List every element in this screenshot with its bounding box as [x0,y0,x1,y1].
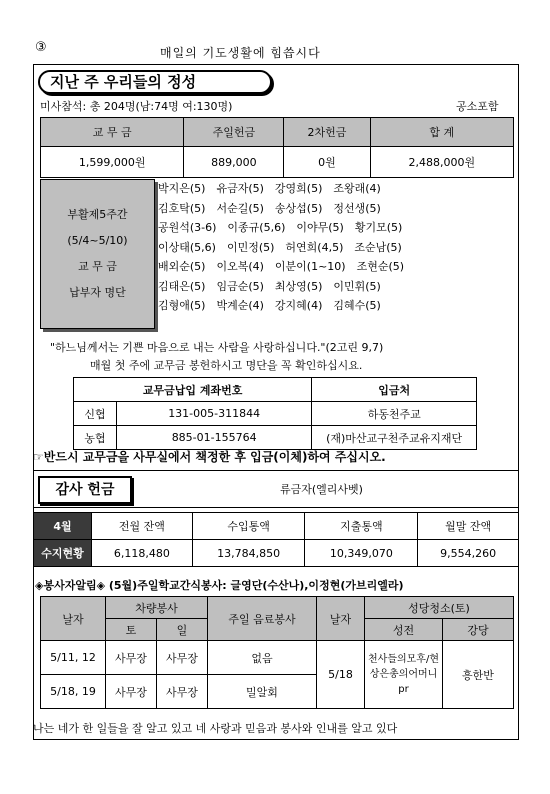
vol-clean-hall: 흥한반 [443,641,514,709]
offer-value: 0원 [284,147,370,178]
donor-side-line: 부활제5주간 [67,208,128,221]
offer-header: 합 계 [370,118,513,147]
offering-table [40,117,514,178]
vol-header-hall: 강당 [443,619,514,641]
donor-side-line: (5/4~5/10) [67,234,128,247]
donor-row: 배외순(5) 이오복(4) 이분이(1~10) 조현순(5) [158,260,405,273]
vol-drink: 밀알회 [208,675,317,709]
vol-header-drink: 주일 음료봉사 [208,597,317,641]
vol-date: 5/11, 12 [41,641,106,675]
vol-clean-date: 5/18 [317,641,365,709]
finance-header: 수입통액 [192,513,305,540]
account-bank: 농협 [74,426,117,450]
offer-header: 2차헌금 [284,118,370,147]
account-holder: (재)마산교구천주교유지재단 [312,426,477,450]
account-header: 입금처 [312,378,477,402]
vol-sun: 사무장 [157,641,208,675]
header-motto: 매일의 기도생활에 힘씁시다 [160,46,321,60]
scripture-quote: "하느님께서는 기쁜 마음으로 내는 사람을 사랑하십니다."(2고린 9,7) [50,341,384,354]
finance-table [33,512,519,567]
vol-header-date2: 날자 [317,597,365,641]
offering-reminder: 매월 첫 주에 교무금 봉헌하시고 명단을 꼭 확인하십시요. [90,359,363,372]
thanks-label: 감사 헌금 [38,476,132,504]
offer-value: 1,599,000원 [41,147,184,178]
donor-row: 김호탁(5) 서순길(5) 송상섭(5) 정선생(5) [158,201,381,215]
vol-header-clean: 성당청소(토) [365,597,514,619]
donor-row: 김태은(5) 임금순(5) 최상영(5) 이민휘(5) [158,279,381,293]
vol-header-sun: 일 [157,619,208,641]
volunteer-table [40,596,514,709]
finance-header: 지출통액 [305,513,418,540]
vol-drink: 없음 [208,641,317,675]
vol-header-sat: 토 [106,619,157,641]
offering-section-title: 지난 주 우리들의 정성 [38,70,272,94]
offer-value: 889,000 [184,147,284,178]
vol-sat: 사무장 [106,641,157,675]
finance-side-month: 4월 [34,513,92,540]
donor-row: 김형애(5) 박계순(4) 강지혜(4) 김혜수(5) [158,299,381,312]
offer-value: 2,488,000원 [370,147,513,178]
page-number: ③ [35,40,47,55]
attendance-note: 공소포함 [456,100,499,113]
vol-header-car: 차량봉사 [106,597,208,619]
donor-row: 박지은(5) 유금자(5) 강영희(5) 조왕래(4) [158,182,381,195]
vol-date: 5/18, 19 [41,675,106,709]
account-header: 교무금납입 계좌번호 [74,378,312,402]
vol-clean-sanctuary: 천사들의모후/현상은총의어머니pr [365,641,443,709]
finance-value: 6,118,480 [92,540,193,567]
account-holder: 하동천주교 [312,402,477,426]
donor-side-line: 납부자 명단 [69,286,126,299]
vol-header-sanctuary: 성전 [365,619,443,641]
finance-header: 월말 잔액 [418,513,519,540]
account-table [73,377,477,450]
donor-list [158,179,404,316]
account-number: 885-01-155764 [117,426,312,450]
offer-header: 교 무 금 [41,118,184,147]
donor-row: 공원석(3-6) 이종규(5,6) 이야무(5) 황기모(5) [158,221,403,234]
attendance-text: 미사참석: 총 204명(남:74명 여:130명) [40,100,233,113]
offer-header: 주일헌금 [184,118,284,147]
donor-side-line: 교 무 금 [78,260,117,273]
footer-verse: 나는 네가 한 일들을 잘 알고 있고 네 사랑과 믿음과 봉사와 인내를 알고 있다 [33,722,398,735]
finance-value: 9,554,260 [418,540,519,567]
finance-value: 13,784,850 [192,540,305,567]
finance-side-label: 수지현황 [34,540,92,567]
finance-header: 전월 잔액 [92,513,193,540]
payment-notice: ☞반드시 교무금을 사무실에서 책정한 후 입금(이체)하여 주십시오. [33,450,386,464]
vol-sat: 사무장 [106,675,157,709]
account-bank: 신협 [74,402,117,426]
finance-value: 10,349,070 [305,540,418,567]
thanks-donor: 류금자(엘리사벳) [280,483,363,496]
donor-row: 이상태(5,6) 이민정(5) 허연희(4,5) 조순남(5) [158,240,402,254]
volunteer-title: ◈봉사자알림◈ (5월)주일학교간식봉사: 글영단(수산나),이정현(가브리엘라) [35,579,404,592]
vol-sun: 사무장 [157,675,208,709]
donor-period-box [40,179,155,329]
vol-header-date: 날자 [41,597,106,641]
account-number: 131-005-311844 [117,402,312,426]
